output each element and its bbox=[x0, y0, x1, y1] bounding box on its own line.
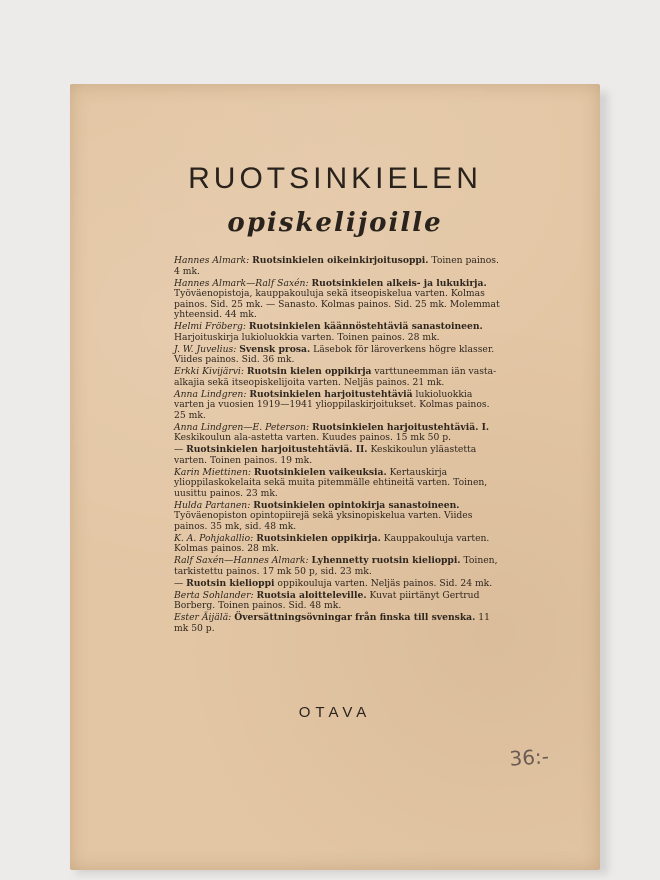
list-item bbox=[174, 579, 504, 590]
list-item bbox=[174, 345, 504, 366]
entry-title: Ruotsinkielen opintokirja sanastoineen. bbox=[253, 499, 460, 511]
entry-author: Helmi Fröberg: bbox=[174, 321, 246, 332]
entry-details: lukioluokkia varten ja vuosien 1919—1941 ylioppilaskirjoitukset. Kolmas painos. 25 mk. bbox=[174, 388, 490, 421]
list-item bbox=[174, 534, 504, 555]
entry-details: oppikouluja varten. Neljäs painos. Sid. 24 mk. bbox=[277, 577, 493, 589]
list-item bbox=[174, 445, 504, 466]
list-item bbox=[174, 322, 504, 343]
entry-details: Kauppakouluja varten. Kolmas painos. 28 mk. bbox=[174, 532, 490, 554]
entry-author: Berta Sohlander: bbox=[174, 589, 254, 601]
entry-title: Ruotsinkielen vaikeuksia. bbox=[253, 466, 387, 478]
list-item bbox=[174, 613, 504, 634]
list-item bbox=[174, 556, 504, 577]
cover-title: RUOTSINKIELEN bbox=[188, 162, 482, 195]
entry-details: Läsebok för läroverkens högre klasser. Viides painos. Sid. 36 mk. bbox=[174, 343, 495, 365]
entry-title: Ruotsinkielen alkeis- ja lukukirja. bbox=[311, 277, 487, 289]
cover-subtitle: opiskelijoille bbox=[227, 208, 443, 238]
list-item bbox=[174, 423, 504, 444]
list-item bbox=[174, 256, 504, 277]
entry-author: Hannes Almark: bbox=[174, 255, 250, 266]
entry-details: varttuneemman iän vasta-alkajia sekä itseopiskelijoita varten. Neljäs painos. 21 mk. bbox=[174, 366, 497, 388]
entry-title: Ruotsinkielen käännöstehtäviä sanastoineen. bbox=[248, 321, 483, 332]
entry-title: Lyhennetty ruotsin kielioppi. bbox=[311, 555, 461, 566]
entry-details: Keskikoulun ala-astetta varten. Kuudes painos. 15 mk 50 p. bbox=[174, 432, 452, 443]
entry-author: Hannes Almark—Ralf Saxén: bbox=[174, 277, 309, 289]
entry-title: Ruotsin kielioppi bbox=[186, 577, 275, 589]
entry-details: Työväenopistoja, kauppakouluja sekä itseopiskelua varten. Kolmas painos. Sid. 25 mk. — Sanasto. Kolmas painos. Sid. 25 mk. Molemmat yhteensid. 44 mk. bbox=[174, 288, 500, 320]
entry-title: Översättningsövningar från finska till svenska. bbox=[234, 612, 476, 623]
entry-title: Ruotsinkielen harjoitustehtäviä. I. bbox=[311, 421, 490, 433]
entry-title: Ruotsinkielen harjoitustehtäviä bbox=[249, 388, 413, 400]
entry-details: Kertauskirja ylioppilaskokelaita sekä muita pitemmälle ehtineitä varten. Toinen, uusittu painos. 23 mk. bbox=[174, 466, 488, 499]
entry-author: — bbox=[174, 577, 184, 589]
entry-details: 11 mk 50 p. bbox=[174, 612, 490, 634]
book-list bbox=[174, 256, 504, 636]
publisher-name: OTAVA bbox=[298, 704, 372, 721]
pencil-price-mark: 36:- bbox=[508, 744, 550, 771]
list-item bbox=[174, 367, 504, 388]
entry-author: Anna Lindgren: bbox=[174, 388, 247, 400]
list-item bbox=[174, 468, 504, 500]
entry-details: Keskikoulun yläastetta varten. Toinen painos. 19 mk. bbox=[174, 444, 477, 466]
entry-details: Harjoituskirja lukioluokkia varten. Toinen painos. 28 mk. bbox=[174, 331, 440, 343]
list-item bbox=[174, 591, 504, 612]
entry-author: — bbox=[174, 444, 184, 455]
entry-author: Anna Lindgren—E. Peterson: bbox=[174, 421, 310, 433]
entry-author: Karin Miettinen: bbox=[174, 466, 251, 478]
entry-title: Ruotsia aloitteleville. bbox=[256, 589, 367, 601]
list-item bbox=[174, 390, 504, 422]
entry-author: J. W. Juvelius: bbox=[174, 343, 237, 355]
entry-author: Ester Äijälä: bbox=[174, 612, 232, 623]
entry-title: Ruotsinkielen harjoitustehtäviä. II. bbox=[186, 444, 368, 455]
entry-details: Kuvat piirtänyt Gertrud Borberg. Toinen painos. Sid. 48 mk. bbox=[174, 589, 480, 611]
entry-author: Ralf Saxén—Hannes Almark: bbox=[174, 555, 309, 566]
entry-details: Toinen painos. 4 mk. bbox=[174, 255, 499, 277]
entry-title: Ruotsinkielen oppikirja. bbox=[256, 532, 381, 544]
entry-title: Ruotsin kielen oppikirja bbox=[246, 366, 372, 377]
entry-author: Erkki Kivijärvi: bbox=[174, 366, 244, 377]
entry-details: Työväenopiston opintopiirejä sekä yksinopiskelua varten. Viides painos. 35 mk, sid. 48 mk. bbox=[174, 510, 473, 532]
book-back-cover bbox=[70, 84, 600, 870]
entry-title: Svensk prosa. bbox=[239, 343, 311, 355]
list-item bbox=[174, 279, 504, 321]
entry-details: Toinen, tarkistettu painos. 17 mk 50 p, sid. 23 mk. bbox=[174, 555, 498, 577]
entry-author: K. A. Pohjakallio: bbox=[174, 532, 254, 544]
entry-title: Ruotsinkielen oikeinkirjoitusoppi. bbox=[252, 255, 429, 266]
entry-author: Hulda Partanen: bbox=[174, 499, 251, 511]
list-item bbox=[174, 501, 504, 533]
